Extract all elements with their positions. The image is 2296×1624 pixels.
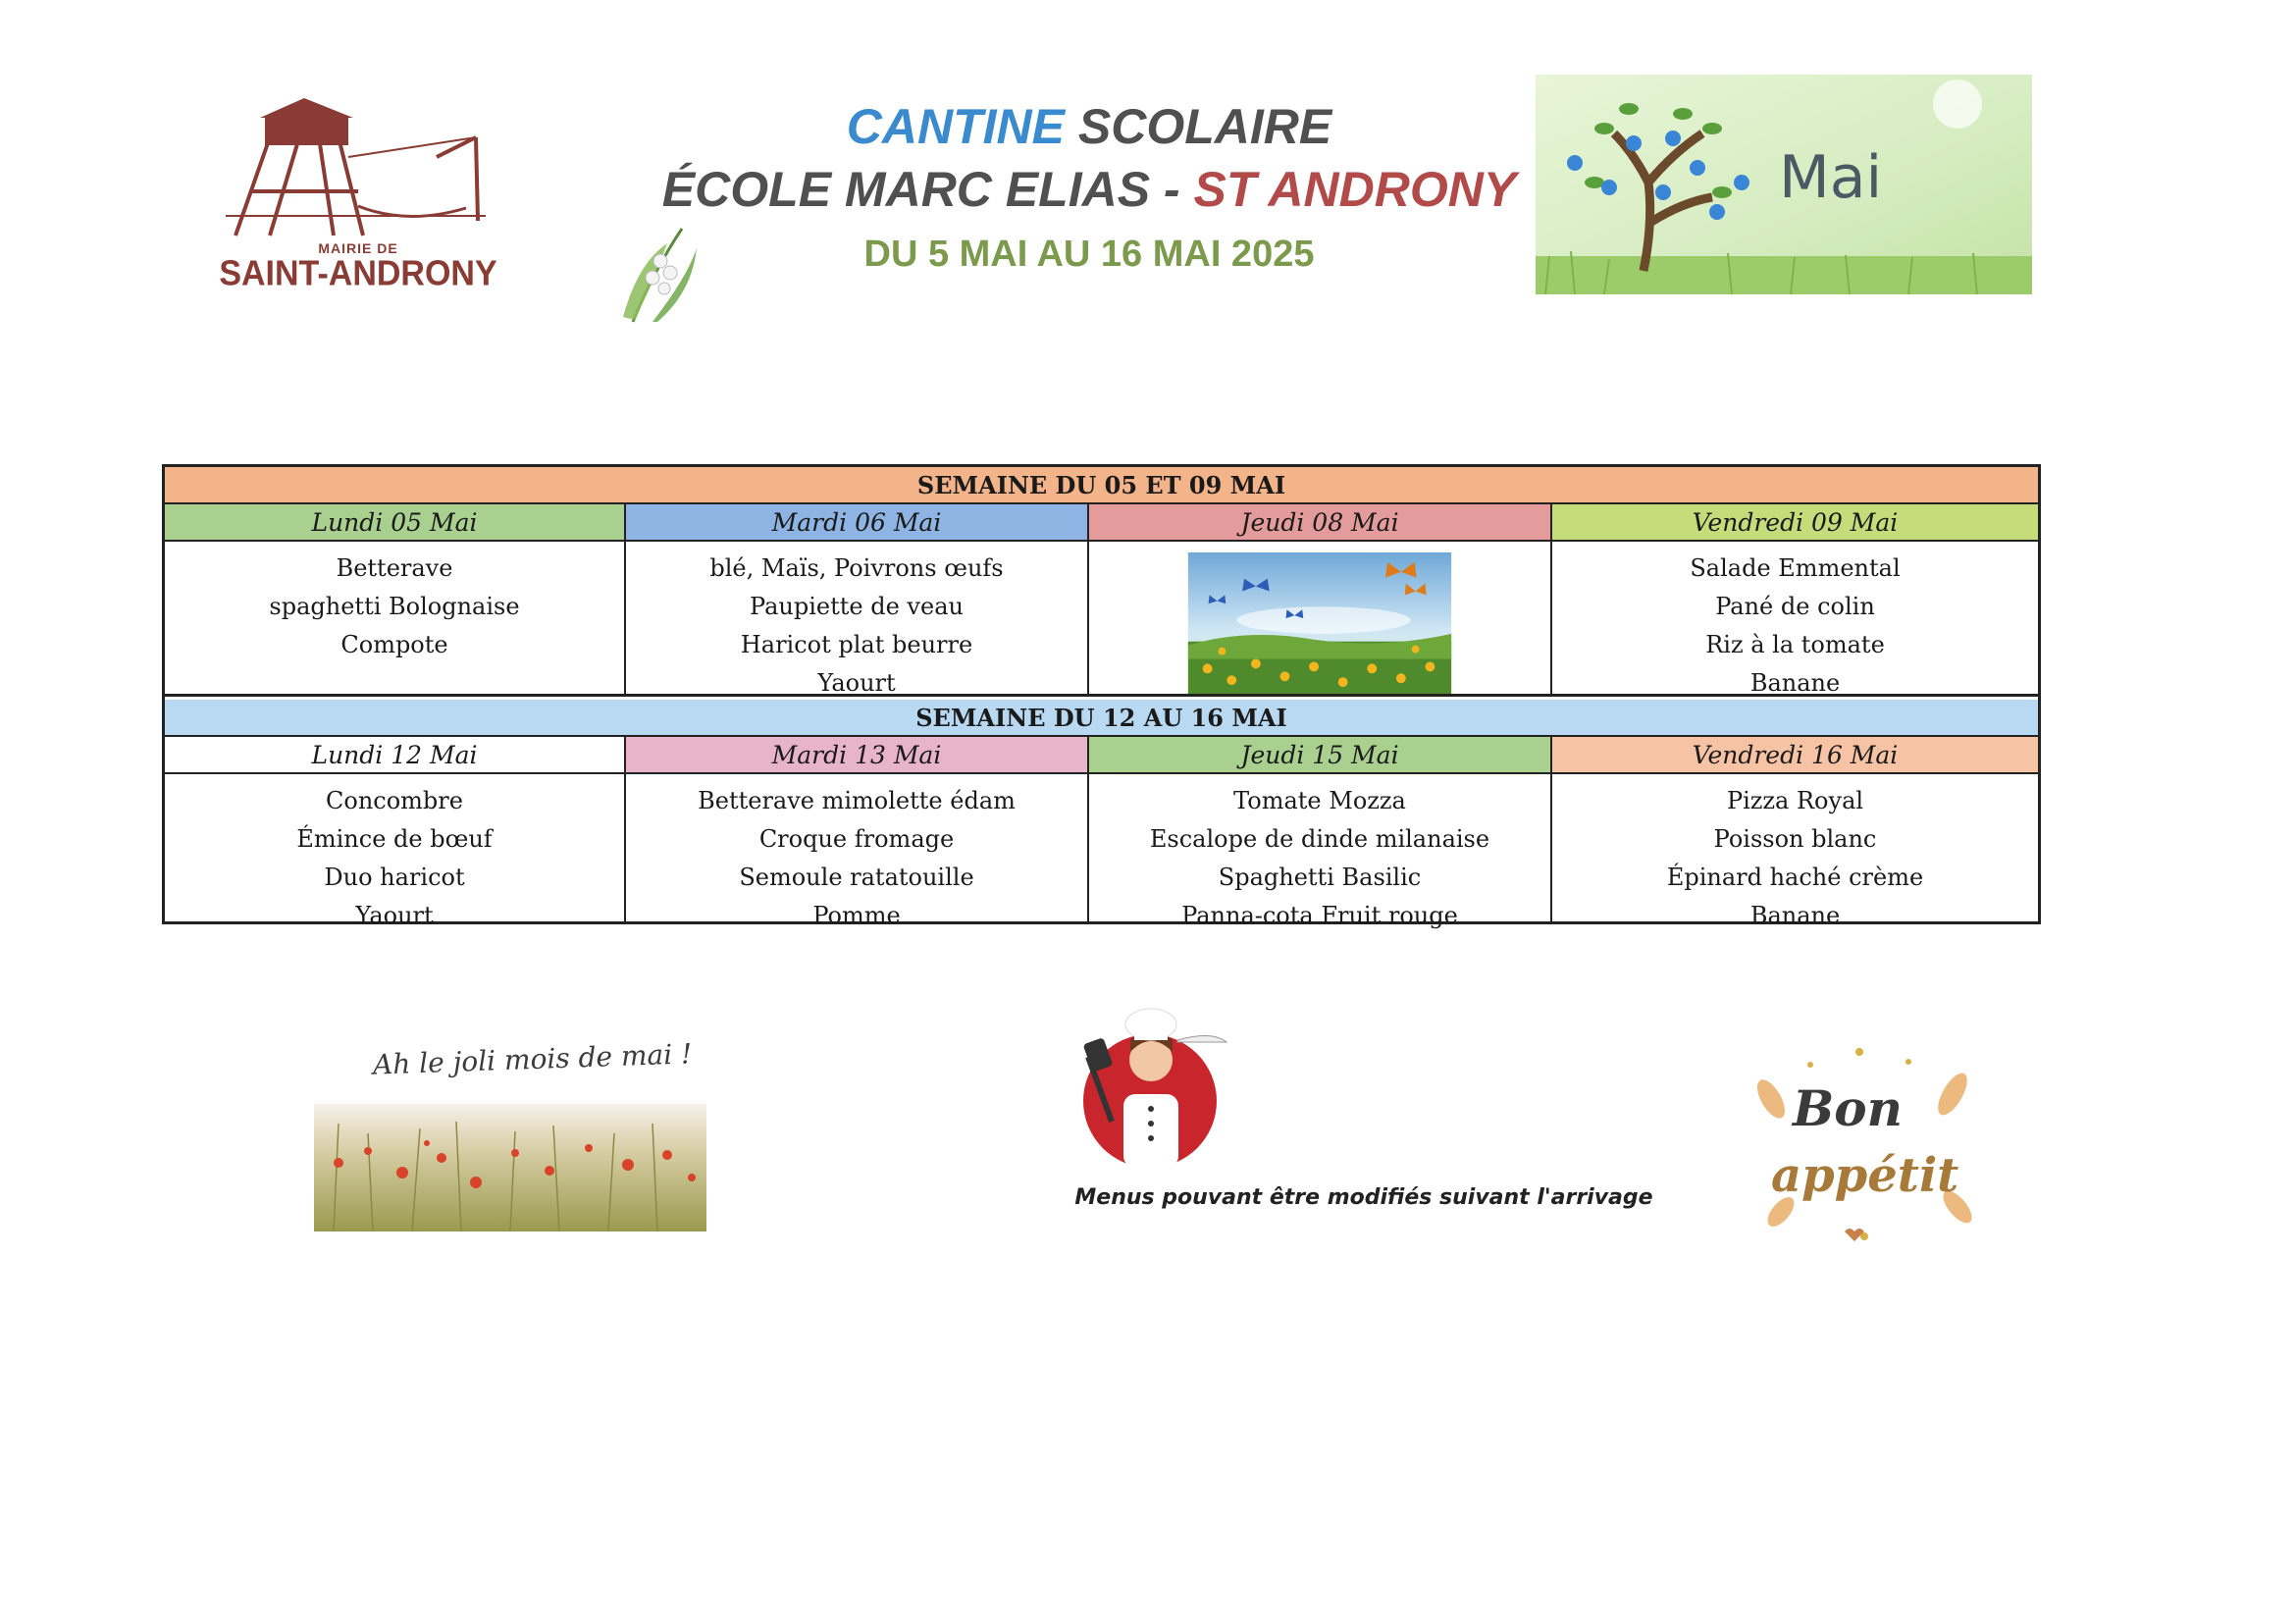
dish: Banane (1749, 902, 1841, 929)
dish: Tomate Mozza (1233, 787, 1406, 814)
dish: Duo haricot (324, 864, 465, 891)
dish: Paupiette de veau (750, 593, 964, 620)
day-header: Mardi 06 Mai (626, 504, 1089, 540)
dish: Salade Emmental (1690, 554, 1901, 582)
chef-icon (1079, 1001, 1236, 1168)
mairie-small-text: MAIRIE DE (318, 240, 398, 256)
dish: Escalope de dinde milanaise (1149, 825, 1490, 853)
butterfly-meadow-icon (1186, 552, 1453, 694)
menu-table (162, 464, 2041, 929)
fishing-hut-icon (211, 98, 505, 245)
day-menu (626, 542, 1089, 697)
title-school: ÉCOLE MARC ELIAS - (661, 162, 1194, 217)
appetit-text: appétit (1771, 1148, 1959, 1203)
dish: Pané de colin (1715, 593, 1875, 620)
dish: Yaourt (355, 902, 434, 929)
week-2-dishes (165, 774, 2038, 929)
dish: Pomme (812, 902, 901, 929)
dish: Panna-cota Fruit rouge (1181, 902, 1458, 929)
dish: Betterave mimolette édam (698, 787, 1016, 814)
poppy-field-illustration (314, 1025, 706, 1231)
dish: Yaourt (817, 669, 896, 697)
title-town: ST ANDRONY (1193, 162, 1517, 217)
day-menu (626, 774, 1089, 929)
dish: Croque fromage (758, 825, 955, 853)
chef-illustration (1079, 1001, 1236, 1168)
autumn-leaves-icon (1751, 1040, 1977, 1246)
mairie-logo (211, 98, 505, 304)
day-header: Mardi 13 Mai (626, 737, 1089, 772)
week-2-header: SEMAINE DU 12 AU 16 MAI (165, 700, 2038, 737)
day-header: Vendredi 16 Mai (1552, 737, 2038, 772)
week-1-dishes (165, 542, 2038, 697)
week-1-header: SEMAINE DU 05 ET 09 MAI (165, 467, 2038, 504)
dish: Compote (340, 631, 448, 658)
mairie-name: SAINT-ANDRONY (219, 254, 497, 293)
dish: blé, Maïs, Poivrons œufs (709, 554, 1004, 582)
day-menu (1089, 774, 1552, 929)
poppy-caption: Ah le joli mois de mai ! (372, 1037, 693, 1081)
day-menu (165, 774, 626, 929)
day-header: Vendredi 09 Mai (1552, 504, 2038, 540)
bon-text: Bon (1793, 1079, 1903, 1137)
bon-appetit-illustration (1751, 1040, 1977, 1246)
holiday-cell (1089, 542, 1552, 694)
day-menu (1552, 542, 2038, 697)
dish: Semoule ratatouille (739, 864, 974, 891)
dish: Émince de bœuf (296, 825, 493, 853)
dish: spaghetti Bolognaise (269, 593, 520, 620)
poppy-field-icon (314, 1104, 706, 1231)
dish: Poisson blanc (1713, 825, 1877, 853)
title-cantine: CANTINE (846, 99, 1065, 154)
dish: Épinard haché crème (1666, 864, 1924, 891)
day-menu (165, 542, 626, 694)
title-scolaire: SCOLAIRE (1077, 99, 1332, 154)
week-2-days (165, 737, 2038, 774)
day-menu (1552, 774, 2038, 929)
dish: Spaghetti Basilic (1218, 864, 1422, 891)
mai-banner (1536, 75, 2032, 294)
day-header: Jeudi 15 Mai (1089, 737, 1552, 772)
day-header: Lundi 05 Mai (165, 504, 626, 540)
day-header: Jeudi 08 Mai (1089, 504, 1552, 540)
day-header: Lundi 12 Mai (165, 737, 626, 772)
dish: Pizza Royal (1726, 787, 1864, 814)
dish: Riz à la tomate (1705, 631, 1885, 658)
disclaimer-note: Menus pouvant être modifiés suivant l'arrivage (1074, 1185, 1653, 1210)
dish: Haricot plat beurre (740, 631, 973, 658)
dish: Concombre (326, 787, 463, 814)
title-block (648, 96, 1531, 283)
month-label: Mai (1779, 143, 1883, 212)
week-1-days (165, 504, 2038, 542)
date-range: DU 5 MAI AU 16 MAI 2025 (863, 234, 1315, 275)
dish: Betterave (336, 554, 453, 582)
dish: Banane (1749, 669, 1841, 697)
